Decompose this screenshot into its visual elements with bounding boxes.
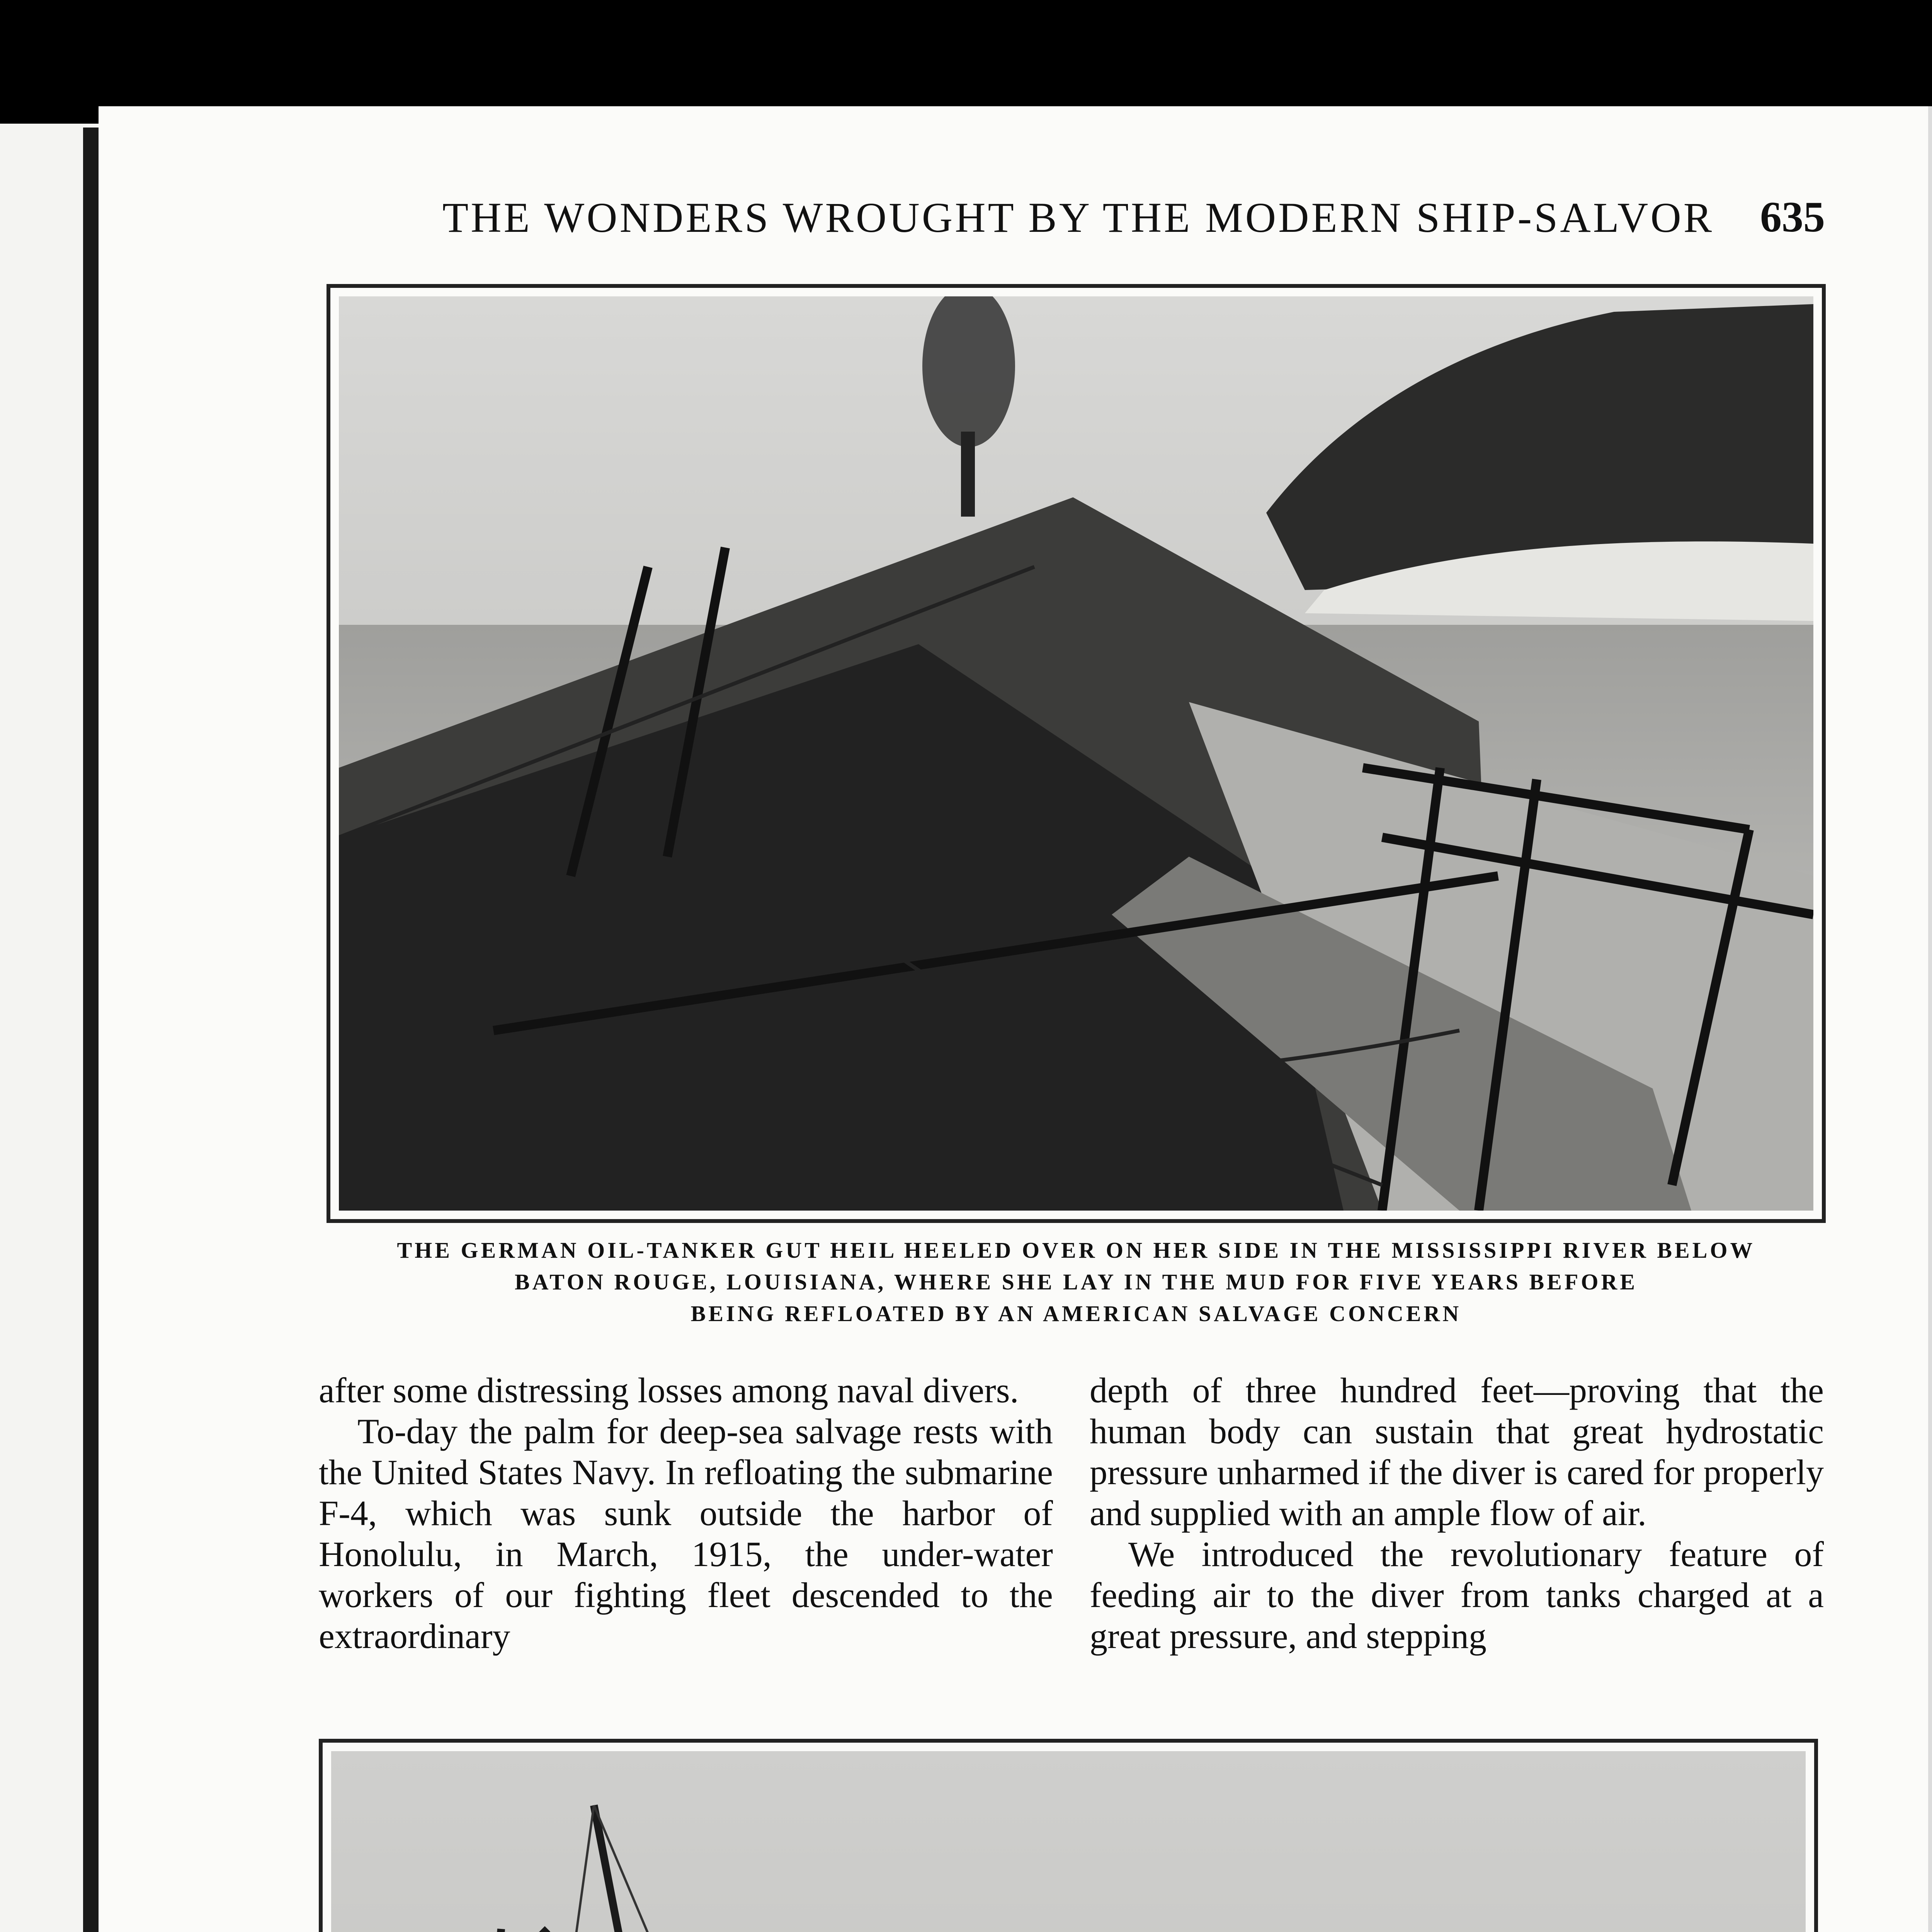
photo-tanker-heeled-over: [327, 284, 1826, 1223]
paragraph: We introduced the revolutionary feature of feeding air to the diver from tanks charged at a great pressure, and stepping: [1090, 1534, 1824, 1656]
caption-1-line-1: THE GERMAN OIL-TANKER GUT HEIL HEELED OVER ON HER SIDE IN THE MISSISSIPPI RIVER BELOW: [397, 1238, 1755, 1263]
photo-tanker-righted: [319, 1739, 1818, 1932]
body-column-left: [319, 1370, 1053, 1656]
body-column-right: [1090, 1370, 1824, 1656]
photo-caption-1: [327, 1235, 1826, 1330]
caption-1-line-2: BATON ROUGE, LOUISIANA, WHERE SHE LAY IN THE MUD FOR FIVE YEARS BEFORE: [514, 1269, 1638, 1294]
photo-tanker-heeled-over-image: [339, 296, 1813, 1211]
running-header: THE WONDERS WROUGHT BY THE MODERN SHIP-SALVOR: [442, 194, 1714, 241]
paragraph: To-day the palm for deep-sea salvage rests with the United States Navy. In refloating the submarine F-4, which was sunk outside the harbor of Honolulu, in March, 1915, the under-water workers of our fighting fleet descended to the extraordinary: [319, 1412, 1053, 1656]
photo-tanker-righted-image: [331, 1751, 1806, 1932]
paragraph: after some distressing losses among naval divers.: [319, 1371, 1019, 1410]
page-number: 635: [1760, 193, 1825, 241]
caption-1-line-3: BEING REFLOATED BY AN AMERICAN SALVAGE CONCERN: [690, 1301, 1462, 1326]
paragraph: depth of three hundred feet—proving that the human body can sustain that great hydrostatic pressure unharmed if the diver is cared for properly and supplied with an ample flow of air.: [1090, 1371, 1824, 1533]
